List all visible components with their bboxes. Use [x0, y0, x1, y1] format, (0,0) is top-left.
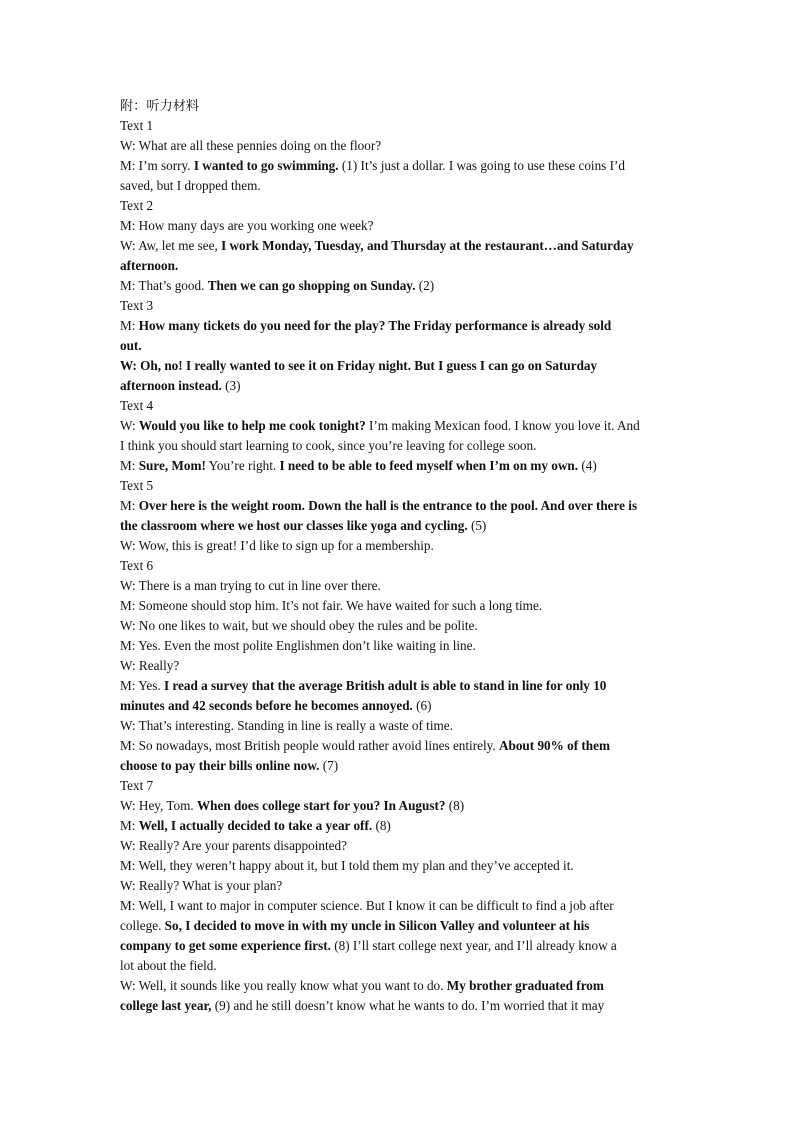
- answer-highlight: college last year,: [120, 998, 212, 1013]
- line-text: W: Really?: [120, 658, 180, 673]
- line-text: (7): [319, 758, 339, 773]
- transcript-line: [120, 616, 680, 636]
- transcript-line: [120, 676, 680, 696]
- line-text: I’m making Mexican food. I know you love it. And: [365, 418, 640, 433]
- line-text: W: Aw, let me see,: [120, 238, 222, 253]
- transcript-line: [120, 416, 680, 436]
- transcript-line: [120, 576, 680, 596]
- line-text: Text 4: [120, 398, 154, 413]
- section-heading: 附：听力材料: [120, 98, 200, 113]
- line-text: M: Well, they weren’t happy about it, but I told them my plan and they’ve accepted it.: [120, 858, 574, 873]
- line-text: You’re right.: [205, 458, 280, 473]
- answer-highlight: out.: [120, 338, 142, 353]
- line-text: (8): [445, 798, 465, 813]
- transcript-line: [120, 516, 680, 536]
- line-text: W: Hey, Tom.: [120, 798, 197, 813]
- answer-highlight: Sure, Mom!: [138, 458, 206, 473]
- transcript-line: [120, 116, 680, 136]
- transcript-line: [120, 916, 680, 936]
- answer-highlight: My brother graduated from: [446, 978, 604, 993]
- answer-highlight: About 90% of them: [498, 738, 610, 753]
- line-text: M:: [120, 458, 139, 473]
- line-text: (4): [578, 458, 597, 473]
- transcript-line: [120, 336, 680, 356]
- line-text: M:: [120, 318, 139, 333]
- transcript-line: [120, 656, 680, 676]
- answer-highlight: Then we can go shopping on Sunday.: [207, 278, 416, 293]
- transcript-lines: [120, 116, 680, 1016]
- answer-highlight: company to get some experience first.: [120, 938, 331, 953]
- line-text: M:: [120, 498, 139, 513]
- answer-highlight: minutes and 42 seconds before he becomes annoyed.: [120, 698, 413, 713]
- transcript-line: [120, 816, 680, 836]
- answer-highlight: afternoon.: [120, 258, 179, 273]
- transcript-line: [120, 836, 680, 856]
- transcript-line: [120, 716, 680, 736]
- line-text: W: No one likes to wait, but we should obey the rules and be polite.: [120, 618, 478, 633]
- line-text: W: Wow, this is great! I’d like to sign up for a membership.: [120, 538, 434, 553]
- answer-highlight: Over here is the weight room. Down the hall is the entrance to the pool. And over there is: [138, 498, 638, 513]
- transcript-line: [120, 156, 680, 176]
- line-text: M: That’s good.: [120, 278, 208, 293]
- transcript-line: [120, 436, 680, 456]
- transcript-line: [120, 536, 680, 556]
- line-text: M: I’m sorry.: [120, 158, 194, 173]
- answer-highlight: afternoon instead.: [120, 378, 222, 393]
- transcript-line: [120, 596, 680, 616]
- transcript-line: [120, 476, 680, 496]
- transcript-line: [120, 276, 680, 296]
- line-text: Text 5: [120, 478, 154, 493]
- answer-highlight: choose to pay their bills online now.: [120, 758, 320, 773]
- line-text: Text 3: [120, 298, 154, 313]
- transcript-line: [120, 556, 680, 576]
- transcript-line: [120, 956, 680, 976]
- line-text: W: What are all these pennies doing on the floor?: [120, 138, 382, 153]
- answer-highlight: Would you like to help me cook tonight?: [138, 418, 366, 433]
- line-text: M: How many days are you working one week?: [120, 218, 374, 233]
- line-text: M: Yes. Even the most polite Englishmen don’t like waiting in line.: [120, 638, 476, 653]
- line-text: M: So nowadays, most British people would rather avoid lines entirely.: [120, 738, 499, 753]
- transcript-line: [120, 196, 680, 216]
- answer-highlight: I need to be able to feed myself when I’m on my own.: [279, 458, 579, 473]
- transcript-line: [120, 796, 680, 816]
- answer-highlight: the classroom where we host our classes like yoga and cycling.: [120, 518, 468, 533]
- transcript-line: [120, 136, 680, 156]
- transcript-line: [120, 636, 680, 656]
- transcript-line: [120, 316, 680, 336]
- line-text: W: Really? What is your plan?: [120, 878, 283, 893]
- transcript-line: [120, 296, 680, 316]
- line-text: Text 2: [120, 198, 154, 213]
- line-text: W:: [120, 418, 139, 433]
- transcript-line: [120, 376, 680, 396]
- line-text: M: Someone should stop him. It’s not fair. We have waited for such a long time.: [120, 598, 543, 613]
- transcript-line: [120, 736, 680, 756]
- line-text: I think you should start learning to cook, since you’re leaving for college soon.: [120, 438, 537, 453]
- line-text: M: Well, I want to major in computer science. But I know it can be difficult to find a job after: [120, 898, 614, 913]
- answer-highlight: I work Monday, Tuesday, and Thursday at the restaurant…and Saturday: [221, 238, 634, 253]
- transcript-line: [120, 176, 680, 196]
- line-text: M:: [120, 818, 139, 833]
- line-text: M: Yes.: [120, 678, 164, 693]
- line-text: saved, but I dropped them.: [120, 178, 261, 193]
- line-text: (8) I’ll start college next year, and I’ll already know a: [330, 938, 617, 953]
- transcript-line: [120, 496, 680, 516]
- answer-highlight: I wanted to go swimming.: [193, 158, 339, 173]
- transcript-line: [120, 396, 680, 416]
- line-text: (8): [372, 818, 391, 833]
- transcript-line: [120, 696, 680, 716]
- line-text: Text 1: [120, 118, 154, 133]
- line-text: W: That’s interesting. Standing in line is really a waste of time.: [120, 718, 453, 733]
- transcript-line: [120, 856, 680, 876]
- line-text: lot about the field.: [120, 958, 217, 973]
- line-text: (2): [415, 278, 435, 293]
- line-text: Text 6: [120, 558, 154, 573]
- line-text: W: There is a man trying to cut in line over there.: [120, 578, 381, 593]
- transcript-line: [120, 776, 680, 796]
- line-text: (9) and he still doesn’t know what he wants to do. I’m worried that it may: [211, 998, 605, 1013]
- answer-highlight: So, I decided to move in with my uncle in Silicon Valley and volunteer at his: [164, 918, 590, 933]
- transcript-line: [120, 896, 680, 916]
- line-text: Text 7: [120, 778, 154, 793]
- answer-highlight: W: Oh, no! I really wanted to see it on Friday night. But I guess I can go on Saturday: [120, 358, 598, 373]
- answer-highlight: I read a survey that the average British adult is able to stand in line for only 10: [163, 678, 607, 693]
- listening-transcript: [120, 96, 680, 1016]
- line-text: W: Well, it sounds like you really know what you want to do.: [120, 978, 447, 993]
- line-text: (6): [412, 698, 432, 713]
- line-text: W: Really? Are your parents disappointed?: [120, 838, 347, 853]
- answer-highlight: When does college start for you? In August?: [196, 798, 446, 813]
- answer-highlight: Well, I actually decided to take a year off.: [138, 818, 373, 833]
- transcript-line: [120, 756, 680, 776]
- transcript-line: [120, 936, 680, 956]
- transcript-line: [120, 456, 680, 476]
- transcript-line: [120, 876, 680, 896]
- answer-highlight: How many tickets do you need for the play? The Friday performance is already sold: [138, 318, 612, 333]
- line-text: (5): [467, 518, 487, 533]
- line-text: (3): [221, 378, 241, 393]
- line-text: (1) It’s just a dollar. I was going to use these coins I’d: [338, 158, 625, 173]
- line-text: college.: [120, 918, 165, 933]
- transcript-line: [120, 996, 680, 1016]
- transcript-line: [120, 256, 680, 276]
- transcript-line: [120, 216, 680, 236]
- transcript-line: [120, 356, 680, 376]
- transcript-line: [120, 236, 680, 256]
- transcript-line: [120, 976, 680, 996]
